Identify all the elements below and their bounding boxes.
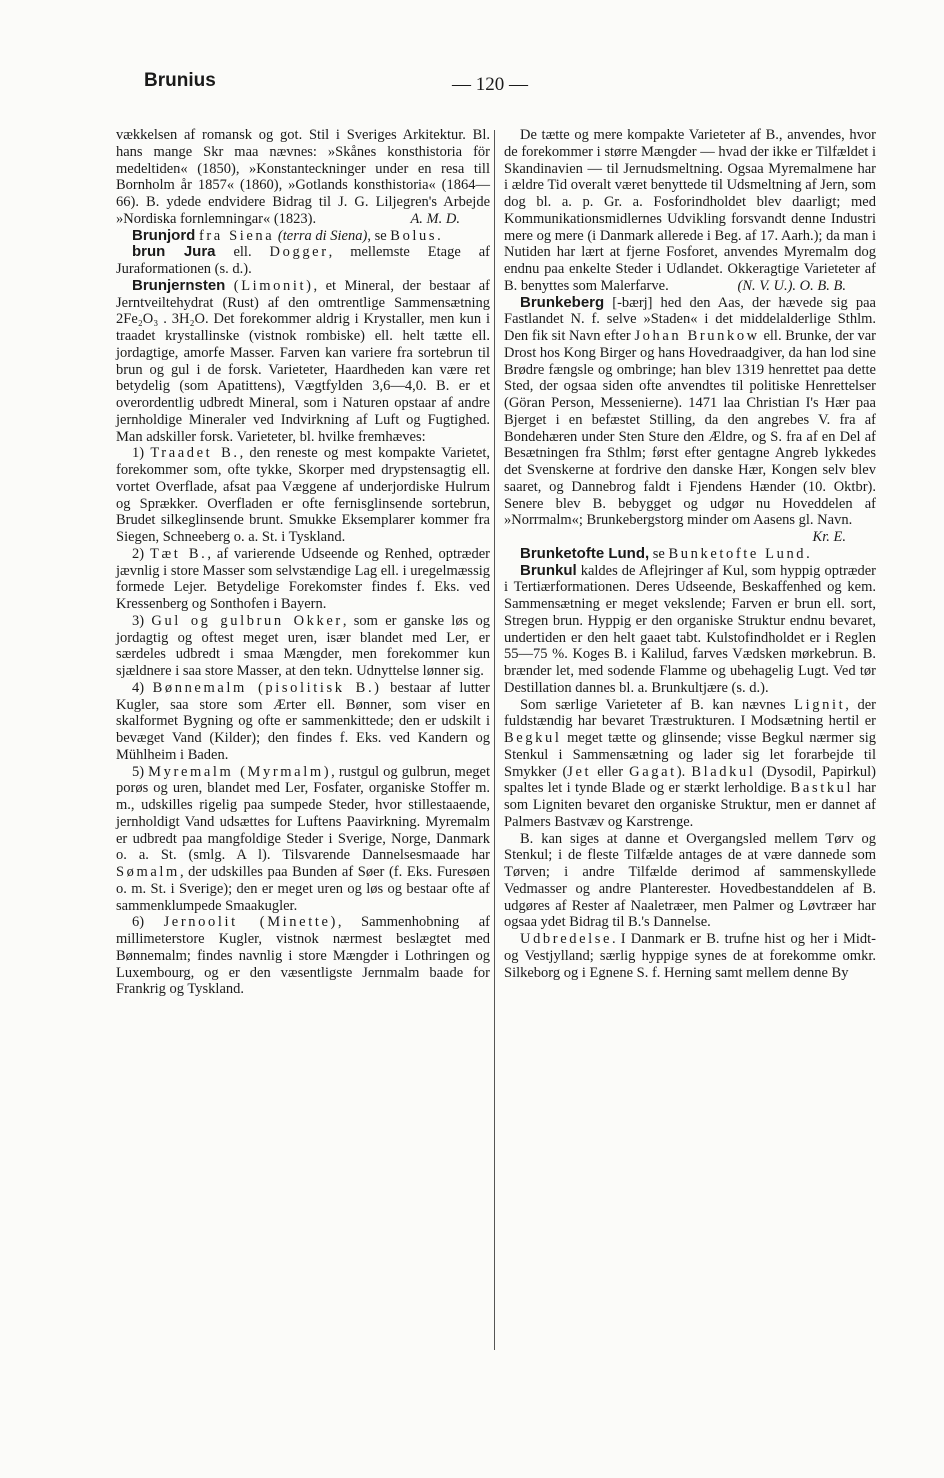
cross-reference: Bunketofte Lund bbox=[668, 545, 807, 562]
headword: brun Jura bbox=[132, 243, 216, 261]
author-signature: (N. V. U.). O. B. B. bbox=[737, 277, 846, 294]
running-head: Brunius bbox=[144, 70, 216, 91]
variety-4: 4) Bønnemalm (pisolitisk B.) bestaar af lutter Kugler, saa store som Ærter ell. Bønner, som viser en skalformet Bygning og ofte er sammenkittede; den er udskilt i bevæget Vand (Kilder); den findes f. Eks. ved Kandern og Mühlheim i Baden. bbox=[116, 679, 491, 763]
entry-brunius-continuation: vækkelsen af romansk og got. Stil i Sveriges Arkitektur. Bl. hans mange Skr maa nævnes: »Skånes konsthistoria för medeltiden« (1850), »Konstanteckninger under en resa till Bornholm år 1857« (1860), »Gotlands konsthistoria« (1864—66). B. ydede endvidere Bidrag til J. G. Liljegren's Arbejde »Nordiska fornlemningar« (1823). A. M. D. bbox=[116, 127, 490, 227]
headword: Brunkul bbox=[520, 561, 577, 579]
brunkul-distribution: Udbredelse. I Danmark er B. trufne hist og her i Midt- og Vestjylland; særlig hyppige synes de at forekomme omkr. Silkeborg og i Egnene S. f. Herning samt mellem denne By bbox=[504, 931, 876, 981]
headword: Brunketofte Lund, bbox=[520, 544, 650, 562]
entry-brunketofte: Brunketofte Lund, se Bunketofte Lund. bbox=[520, 544, 810, 562]
headword: Brunjord bbox=[132, 226, 196, 244]
variety-1: 1) Traadet B., den reneste og mest kompakte Varietet, forekommer som, ofte tykke, Skorper med drypstensagtig ell. vortet Overflade, afsat paa Væggene af underjordiske Hulrum og Sprækker. Overfladen er ofte fernisglinsende sortebrun, Brudet silkeglinsende brunt. Smukke Eksemplarer kommer fra Siegen, Schneeberg o. a. St. i Tyskland. bbox=[116, 445, 491, 545]
brunkul-origin: B. kan siges at danne et Overgangsled mellem Tørv og Stenkul; i de fleste Tilfælde antages de at være dannede som Tørven; i andre Tilfælde derimod af sammenskyllede Vedmasser og andre Planterester. Hovedbestanddelen af B. udgøres af Rester af Naaletræer, men Palmer og Løvtræer har ogsaa ydet Bidrag til B.'s Dannelse. bbox=[504, 830, 876, 931]
right-column bbox=[504, 127, 876, 981]
entry-brunjord: Brunjord fra Siena (terra di Siena), se Bolus. bbox=[132, 226, 441, 244]
brunkul-varieties: Som særlige Varieteter af B. kan nævnes Lignit, der fuldstændig har bevaret Træstrukturen. I Modsætning hertil er Begkul meget tætte og glinsende; visse Begkul nærmer sig Stenkul i Sammensætning og lader sig let forarbejde til Smykker (Jet eller Gagat). Bladkul (Dysodil, Papirkul) spaltes let i tynde Blade og er stærkt lerholdige. Bastkul har som Ligniten bevaret den organiske Struktur, men er dannet af Palmers Bastvæv og Karstrenge. bbox=[504, 696, 877, 830]
headword: Brunjernsten bbox=[132, 276, 226, 294]
page-number: — 120 — bbox=[452, 74, 528, 95]
variety-6: 6) Jernoolit (Minette), Sammenhobning af millimeterstore Kugler, vistnok nærmest beslægtet med Bønnemalm; findes navnlig i store Mængder i Lothringen og Luxembourg, og er den væsentligste Jernmalm baade for Frankrig og Tyskland. bbox=[116, 914, 490, 998]
variety-3: 3) Gul og gulbrun Okker, som er ganske løs og jordagtig og oftest meget uren, især blandet med Ler, er særdeles udbredt i smaa Mængder, men forekommer kun sjældnere i saa store Masser, at den tekn. Udnyttelse lønner sig. bbox=[116, 612, 491, 679]
author-signature: Kr. E. bbox=[812, 529, 846, 545]
cross-reference: Bolus bbox=[390, 227, 438, 244]
variety-2: 2) Tæt B., af varierende Udseende og Renhed, optræder jævnlig i store Masser som selvstændige Lag ell. i uregelmæssig formede Lejer. Betydelige Forekomster findes f. Eks. ved Kressenberg og Sonthofen i Bayern. bbox=[116, 545, 490, 612]
brunjernsten-usage: De tætte og mere kompakte Varieteter af B., anvendes, hvor de forekommer i større Mængder — hvad der ikke er Tilfældet i Skandinavien — til Jernudsmeltning. Ogsaa Myremalmene har i ældre Tid overalt været benyttede til Udsmeltning af Jern, som dog bl. a. p. Gr. a. Fosforindholdet blev daarligt; med Kommunikationsmidlernes Udvikling forsvandt denne Industri mere og mere (i Danmark allerede i Beg. af 17. Aarh.); da man i Nutiden har lært at fjerne Fosforet, anvendes Myremalm dog endnu paa enkelte Steder i Udlandet. Okkeragtige Varieteter af B. benyttes som Malerfarve. (N. V. U.). O. B. B. bbox=[504, 127, 877, 294]
entry-brun-jura: brun Jura ell. Dogger, mellemste Etage af Juraformationen (s. d.). bbox=[116, 243, 490, 277]
headword: Brunkeberg bbox=[520, 293, 605, 311]
entry-brunkul: Brunkul kaldes de Aflejringer af Kul, som hyppig optræder i Tertiærformationen. Deres Udseende, Beskaffenhed og kem. Sammensætning er meget vekslende; Farven er brun ell. sort, Stregen brun. Hyppig er den organiske Struktur endnu bevaret, undertiden er den helt gaaet tabt. Kulstofindholdet er i Reglen 55—75 %. Koges B. i Kalilud, farves Vædsken mørkebrun. B. brænder let, med sodende Flamme og ubehagelig Lugt. Ved tør Destillation dannes bl. a. Brunkultjære (s. d.). bbox=[504, 561, 876, 696]
column-divider bbox=[494, 130, 495, 1350]
entry-brunjernsten: Brunjernsten (Limonit), et Mineral, der bestaar af Jerntveiltehydrat (Rust) af den omtrentlige Sammensætning 2Fe₂O₃ . 3H₂O. Det forekommer aldrig i Krystaller, men kun i traadet krystallinske (vistnok rombiske) ell. helt tætte ell. jordagtige, amorfe Masser. Farven kan variere fra sortebrun til brun og gul i de forsk. Varieteter, Haardheden kan være ret betydelig (som Apatittens), Vægtfylden 3,6—4,0. B. er et overordentlig udbredt Mineral, som i Naturen opstaar af andre jernholdige Mineraler ved Indvirkning af Luft og Fugtighed. Man adskiller forsk. Varieteter, bl. hvilke fremhæves: bbox=[116, 276, 491, 445]
variety-5: 5) Myremalm (Myrmalm), rustgul og gulbrun, meget porøs og uren, blandet med Ler, Fosfater, organiske Stoffer m. m., udskilles rigelig paa sumpede Steder, hvor stillestaaende, jernholdigt Vand udsættes for Luftens Paavirkning. Myremalm er udbredt paa mangfoldige Steder i Sverige, Norge, Danmark o. a. St. (smlg. A l). Tilsvarende Dannelsesmaade har Sømalm, der udskilles paa Bunden af Søer (f. Eks. Furesøen o. m. St. i Sverige); den er meget uren og løs og bestaar ofte af sammenklumpede Smaakugler. bbox=[116, 763, 490, 914]
left-column bbox=[116, 127, 490, 998]
author-signature: A. M. D. bbox=[410, 210, 460, 227]
cross-reference: Dogger bbox=[269, 244, 329, 261]
entry-brunkeberg: Brunkeberg [-bærj] hed den Aas, der hævede sig paa Fastlandet N. f. selve »Staden« i det middelalderlige Sthlm. Den fik sit Navn efter Johan Brunkow ell. Brunke, der var Drost hos Kong Birger og hans Hovedraadgiver, da han lod sine Brødre fængsle og ombringe; han blev 1319 henrettet paa dette Sted, der ogsaa siden ofte anvendtes til politiske Henrettelser (Göran Person, Messenierne). 1471 laa Christian I's Hær paa Bjerget i en befæstet Stilling, da den angrebes V. fra af Bondehæren under Sten Sture den Ældre, og S. fra af en Del af Besætningen fra Sthlm; først efter gentagne Angreb lykkedes det Svenskerne at fordrive den danske Hær, Kongen selv blev saaret, og Dannebrog faldt i Fjendens Hænder (10. Oktbr). Senere blev B. bebygget og udgør nu Hoveddelen af »Norrmalm«; Brunkebergstorg minder om Aasens gl. Navn. Kr. E. bbox=[504, 293, 877, 545]
